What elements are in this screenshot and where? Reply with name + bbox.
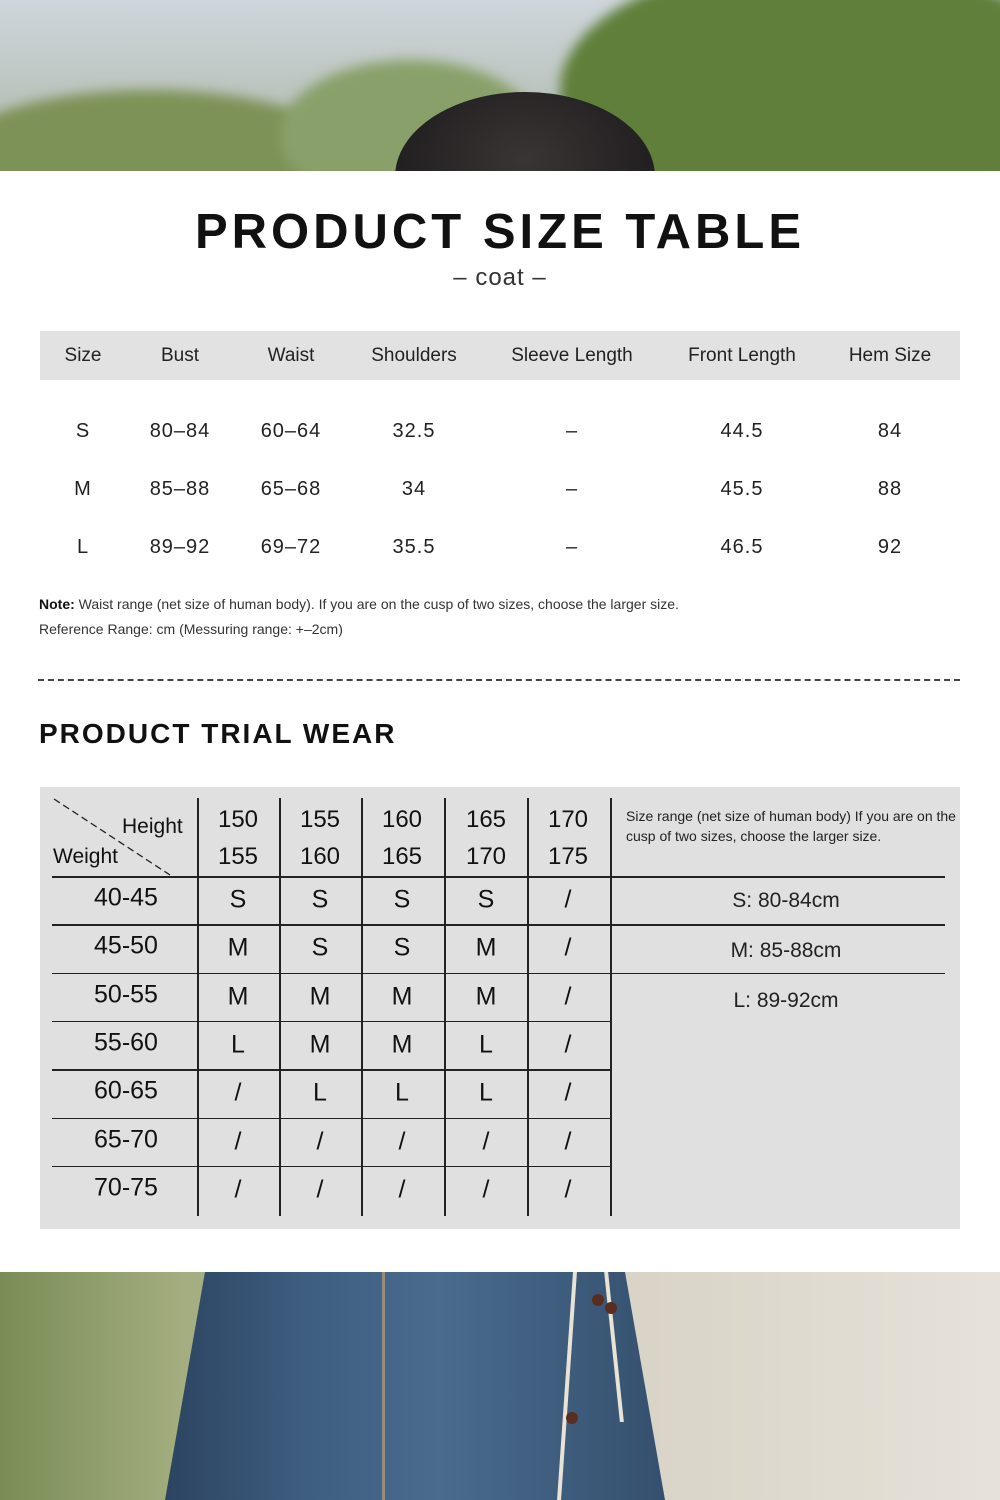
size-recommendation-cell: /	[564, 1127, 572, 1156]
corner-weight-label: Weight	[53, 845, 118, 868]
header-front-length: Front Length	[688, 345, 796, 366]
grid-vline	[527, 798, 529, 1216]
hem-cell: 88	[877, 478, 903, 500]
shoulders-cell: 32.5	[392, 420, 436, 442]
height-range-end: 170	[465, 843, 507, 870]
trial-section-title: PRODUCT TRIAL WEAR	[39, 718, 397, 749]
size-recommendation-cell: /	[482, 1127, 490, 1156]
front-length-cell: 46.5	[720, 536, 764, 558]
size-recommendation-cell: /	[564, 933, 572, 962]
size-recommendation-cell: M	[227, 982, 249, 1011]
height-header-cell	[548, 801, 588, 875]
size-recommendation-cell: L	[479, 1030, 493, 1059]
size-recommendation-cell: M	[391, 982, 413, 1011]
size-legend-item: S: 80-84cm	[732, 889, 840, 912]
size-recommendation-cell: S	[393, 885, 411, 914]
size-recommendation-cell: /	[316, 1127, 324, 1156]
header-bust: Bust	[160, 345, 200, 366]
size-legend-item: L: 89-92cm	[733, 989, 839, 1012]
size-recommendation-cell: M	[309, 1030, 331, 1059]
weight-cell: 60-65	[94, 1076, 158, 1105]
reference-range-note: Reference Range: cm (Messuring range: +–2cm)	[39, 621, 343, 637]
sleeve-cell: –	[565, 536, 579, 558]
weight-cell: 50-55	[94, 980, 158, 1009]
size-range-note: Size range (net size of human body) If you are on the cusp of two sizes, choose the larger size.	[626, 808, 956, 844]
size-recommendation-cell: S	[393, 933, 411, 962]
height-range-start: 155	[299, 806, 341, 833]
size-recommendation-cell: M	[391, 1030, 413, 1059]
corner-height-label: Height	[122, 815, 183, 838]
bust-cell: 80–84	[149, 420, 211, 442]
size-cell: M	[74, 478, 92, 500]
size-table-row-m	[40, 478, 960, 502]
size-recommendation-cell: L	[231, 1030, 245, 1059]
hem-cell: 84	[877, 420, 903, 442]
sleeve-cell: –	[565, 478, 579, 500]
height-header-cell	[300, 801, 340, 875]
size-recommendation-cell: S	[311, 933, 329, 962]
size-recommendation-cell: S	[311, 885, 329, 914]
size-recommendation-cell: L	[395, 1078, 409, 1107]
page-title: PRODUCT SIZE TABLE	[194, 205, 806, 259]
size-table-header	[40, 331, 960, 380]
grid-hline	[52, 1069, 610, 1071]
size-note	[39, 596, 679, 612]
bust-cell: 89–92	[149, 536, 211, 558]
weight-cell: 65-70	[94, 1125, 158, 1154]
header-hem-size: Hem Size	[848, 345, 932, 366]
waist-cell: 65–68	[260, 478, 322, 500]
size-recommendation-cell: /	[316, 1175, 324, 1204]
size-recommendation-cell: /	[564, 1030, 572, 1059]
size-recommendation-cell: /	[482, 1175, 490, 1204]
note-label: Note:	[39, 596, 75, 612]
top-product-photo	[0, 0, 1000, 171]
height-range-end: 175	[547, 843, 589, 870]
size-recommendation-cell: M	[475, 933, 497, 962]
grid-vline	[361, 798, 363, 1216]
header-sleeve-length: Sleeve Length	[511, 345, 633, 366]
trial-wear-table	[40, 787, 960, 1229]
weight-cell: 45-50	[94, 931, 158, 960]
size-recommendation-cell: /	[564, 885, 572, 914]
grid-hline	[52, 876, 945, 878]
size-cell: S	[75, 420, 91, 442]
size-recommendation-cell: S	[229, 885, 247, 914]
size-table-row-l	[40, 536, 960, 560]
weight-cell: 40-45	[94, 883, 158, 912]
size-recommendation-cell: /	[234, 1078, 242, 1107]
size-recommendation-cell: /	[398, 1127, 406, 1156]
grid-hline	[52, 1118, 610, 1120]
note-text: Waist range (net size of human body). If you are on the cusp of two sizes, choose the larger size.	[78, 596, 679, 612]
size-recommendation-cell: L	[479, 1078, 493, 1107]
size-table-row-s	[40, 420, 960, 444]
header-shoulders: Shoulders	[371, 345, 457, 366]
size-recommendation-cell: /	[234, 1175, 242, 1204]
height-range-start: 160	[381, 806, 423, 833]
bust-cell: 85–88	[149, 478, 211, 500]
grid-hline	[52, 973, 945, 975]
page-subtitle: – coat –	[453, 264, 547, 291]
grid-hline	[52, 1166, 610, 1168]
section-divider	[38, 679, 960, 681]
grid-vline	[444, 798, 446, 1216]
bottom-product-photo	[0, 1272, 1000, 1500]
size-recommendation-cell: M	[309, 982, 331, 1011]
shoulders-cell: 34	[401, 478, 427, 500]
size-recommendation-cell: L	[313, 1078, 327, 1107]
waist-cell: 69–72	[260, 536, 322, 558]
grid-vline	[279, 798, 281, 1216]
size-recommendation-cell: S	[477, 885, 495, 914]
height-range-end: 165	[381, 843, 423, 870]
grid-hline	[52, 1021, 610, 1023]
size-recommendation-cell: /	[564, 1175, 572, 1204]
size-recommendation-cell: /	[398, 1175, 406, 1204]
denim-skirt	[165, 1272, 665, 1500]
waist-cell: 60–64	[260, 420, 322, 442]
size-recommendation-cell: M	[227, 933, 249, 962]
grid-vline	[197, 798, 199, 1216]
height-range-start: 170	[547, 806, 589, 833]
height-header-cell	[466, 801, 506, 875]
grid-vline	[610, 798, 612, 1216]
front-length-cell: 45.5	[720, 478, 764, 500]
size-recommendation-cell: /	[234, 1127, 242, 1156]
height-range-end: 160	[299, 843, 341, 870]
header-waist: Waist	[267, 345, 315, 366]
size-recommendation-cell: /	[564, 982, 572, 1011]
size-recommendation-cell: M	[475, 982, 497, 1011]
height-range-end: 155	[217, 843, 259, 870]
hem-cell: 92	[877, 536, 903, 558]
size-cell: L	[76, 536, 90, 558]
height-header-cell	[218, 801, 258, 875]
height-range-start: 165	[465, 806, 507, 833]
sleeve-cell: –	[565, 420, 579, 442]
height-header-cell	[382, 801, 422, 875]
size-legend-item: M: 85-88cm	[730, 939, 842, 962]
weight-cell: 55-60	[94, 1028, 158, 1057]
size-recommendation-cell: /	[564, 1078, 572, 1107]
height-range-start: 150	[217, 806, 259, 833]
header-size: Size	[64, 345, 102, 366]
grid-hline	[52, 924, 945, 926]
front-length-cell: 44.5	[720, 420, 764, 442]
weight-cell: 70-75	[94, 1173, 158, 1202]
shoulders-cell: 35.5	[392, 536, 436, 558]
